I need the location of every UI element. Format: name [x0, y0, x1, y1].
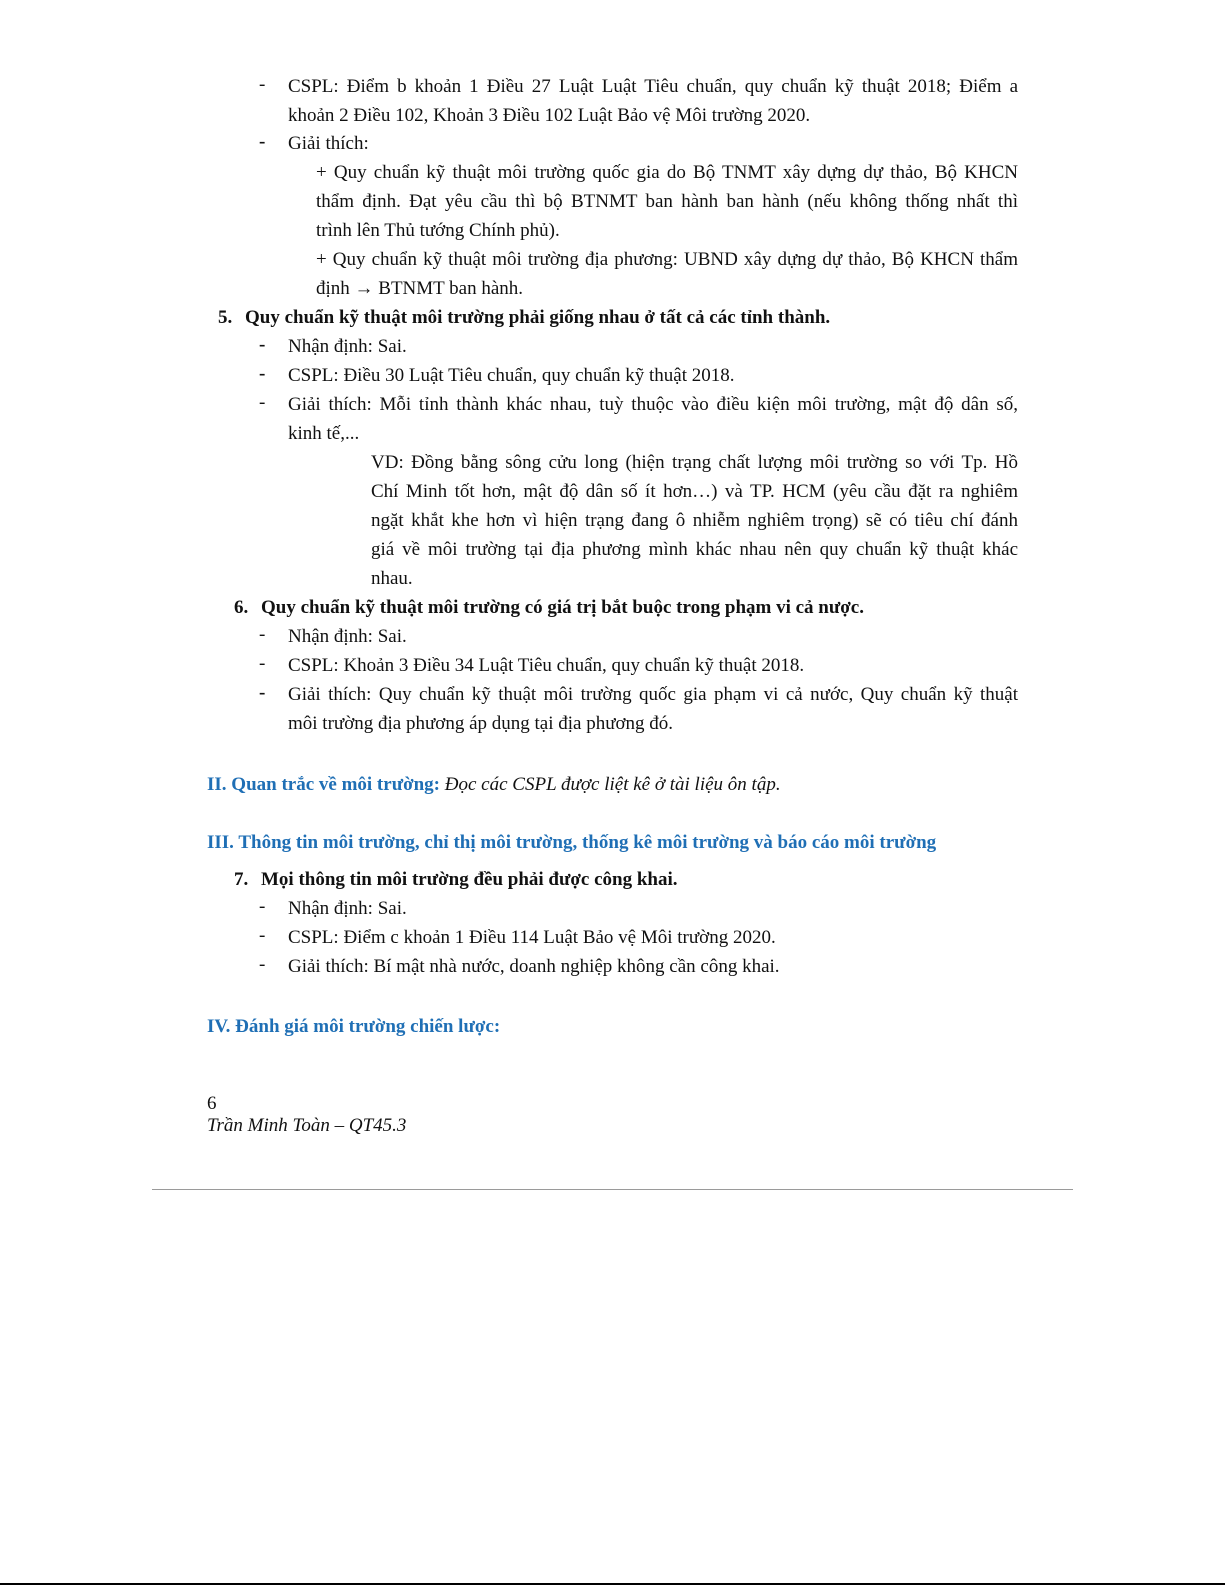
example-line4: giá về môi trường tại địa phương mình khác nhau nên quy chuẩn kỹ thuật khác [371, 539, 1018, 560]
explanation-line2: môi trường địa phương áp dụng tại địa phương đó. [288, 713, 674, 734]
bullet-dash: - [259, 363, 266, 384]
page-divider [152, 1189, 1073, 1190]
bullet-dash: - [259, 954, 266, 975]
cspl-line-2: khoản 2 Điều 102, Khoản 3 Điều 102 Luật Bảo vệ Môi trường 2020. [288, 105, 811, 126]
question-number: 6. [234, 597, 249, 618]
bullet-dash: - [259, 653, 266, 674]
legal-basis: CSPL: Khoản 3 Điều 34 Luật Tiêu chuẩn, quy chuẩn kỹ thuật 2018. [288, 655, 805, 676]
section-heading-4: IV. Đánh giá môi trường chiến lược: [207, 1016, 501, 1037]
cspl-line-1: CSPL: Điểm b khoản 1 Điều 27 Luật Luật Tiêu chuẩn, quy chuẩn kỹ thuật 2018; Điểm a [288, 76, 1018, 97]
page-number: 6 [207, 1093, 217, 1114]
judgement: Nhận định: Sai. [288, 898, 407, 919]
bullet-dash: - [259, 131, 266, 152]
bullet-dash: - [259, 392, 266, 413]
question-title: Mọi thông tin môi trường đều phải được công khai. [261, 869, 678, 890]
bullet-dash: - [259, 74, 266, 95]
bullet-dash: - [259, 896, 266, 917]
question-title: Quy chuẩn kỹ thuật môi trường có giá trị bắt buộc trong phạm vi cả nược. [261, 597, 864, 618]
section-heading-2-title: II. Quan trắc về môi trường: [207, 774, 441, 795]
section-heading-2 [207, 772, 781, 798]
explanation-line2: kinh tế,... [288, 423, 360, 444]
section-heading-3: III. Thông tin môi trường, chỉ thị môi trường, thống kê môi trường và báo cáo môi trường [207, 832, 937, 853]
question-title: Quy chuẩn kỹ thuật môi trường phải giống nhau ở tất cả các tỉnh thành. [245, 307, 831, 328]
bullet-dash: - [259, 334, 266, 355]
example-line5: nhau. [371, 568, 413, 589]
explanation-line1: Giải thích: Mỗi tỉnh thành khác nhau, tuỳ thuộc vào điều kiện môi trường, mật độ dân số, [288, 394, 1018, 415]
explanation-para1-line2: thẩm định. Đạt yêu cầu thì bộ BTNMT ban hành ban hành (nếu không thống nhất thì [316, 191, 1018, 212]
explanation: Giải thích: Bí mật nhà nước, doanh nghiệp không cần công khai. [288, 956, 780, 977]
bullet-dash: - [259, 682, 266, 703]
explanation-para1-line3: trình lên Thủ tướng Chính phủ). [316, 220, 560, 241]
judgement: Nhận định: Sai. [288, 336, 407, 357]
example-line2: Chí Minh tốt hơn, mật độ dân số ít hơn…) và TP. HCM (yêu cầu đặt ra nghiêm [371, 481, 1018, 502]
legal-basis: CSPL: Điều 30 Luật Tiêu chuẩn, quy chuẩn kỹ thuật 2018. [288, 365, 735, 386]
bullet-dash: - [259, 925, 266, 946]
bullet-dash: - [259, 624, 266, 645]
explanation-para2-line1: + Quy chuẩn kỹ thuật môi trường địa phương: UBND xây dựng dự thảo, Bộ KHCN thẩm [316, 249, 1018, 270]
section-heading-2-note: Đọc các CSPL được liệt kê ở tài liệu ôn tập. [444, 774, 781, 795]
explanation-para1-line1: + Quy chuẩn kỹ thuật môi trường quốc gia do Bộ TNMT xây dựng dự thảo, Bộ KHCN [316, 162, 1018, 183]
example-line1: VD: Đồng bằng sông cửu long (hiện trạng chất lượng môi trường so với Tp. Hồ [371, 452, 1018, 473]
explanation-line1: Giải thích: Quy chuẩn kỹ thuật môi trường quốc gia phạm vi cả nước, Quy chuẩn kỹ thuật [288, 684, 1018, 705]
footer-author: Trần Minh Toàn – QT45.3 [207, 1115, 407, 1136]
example-line3: ngặt khắt khe hơn vì hiện trạng đang ô nhiễm nghiêm trọng) sẽ có tiêu chí đánh [371, 510, 1018, 531]
explanation-para2-line2: định → BTNMT ban hành. [316, 278, 524, 299]
question-number: 5. [218, 307, 233, 328]
question-number: 7. [234, 869, 249, 890]
explanation-label: Giải thích: [288, 133, 369, 154]
legal-basis: CSPL: Điểm c khoản 1 Điều 114 Luật Bảo vệ Môi trường 2020. [288, 927, 776, 948]
judgement: Nhận định: Sai. [288, 626, 407, 647]
